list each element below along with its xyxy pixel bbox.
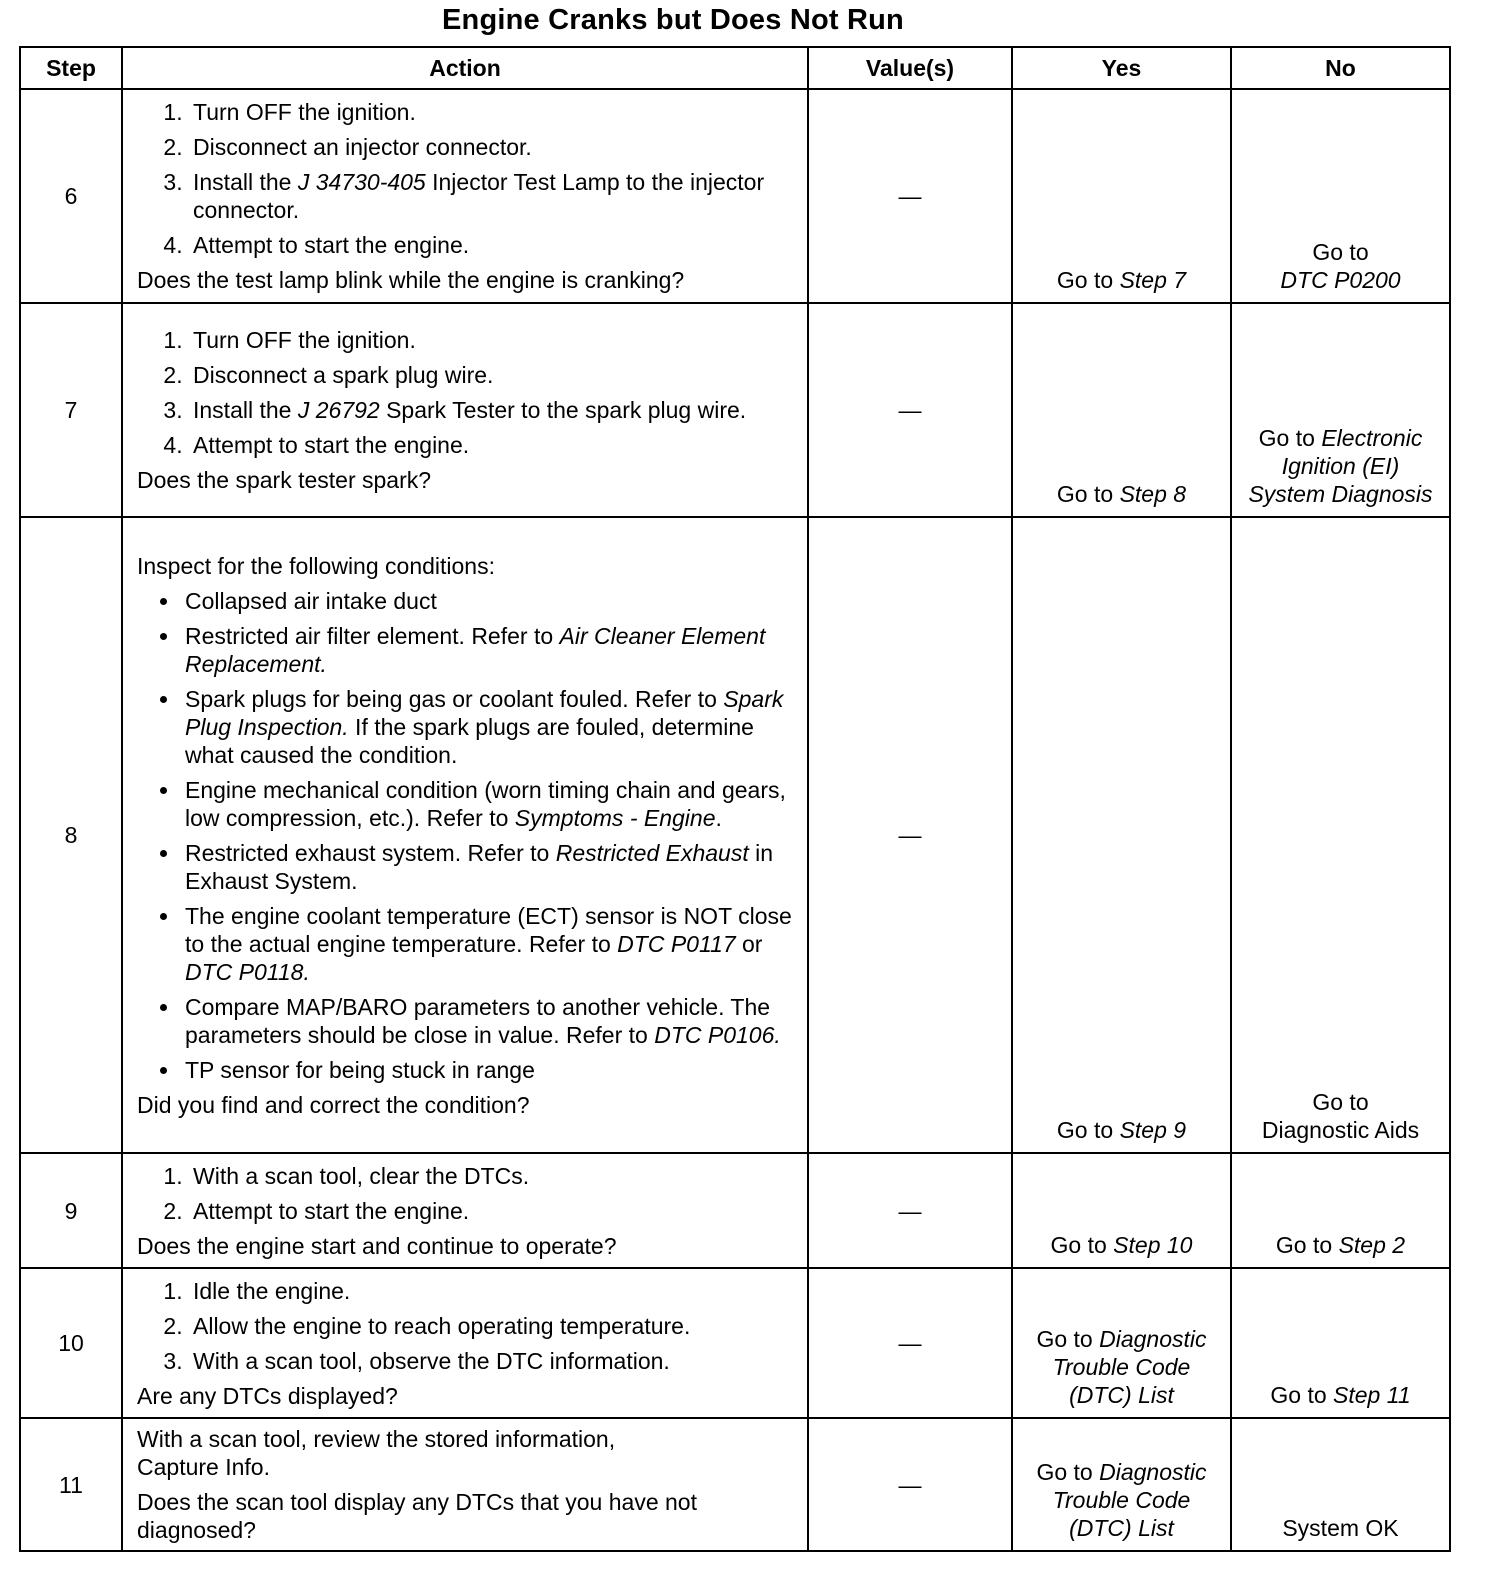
yes-cell — [1012, 1268, 1231, 1418]
action-steps — [137, 1277, 799, 1375]
no-link[interactable]: Electronic Ignition (EI) System Diagnosis — [1248, 425, 1433, 507]
yes-link[interactable]: Diagnostic Trouble Code (DTC) List — [1052, 1459, 1207, 1541]
action-step — [189, 1197, 799, 1225]
yes-link[interactable]: Step 10 — [1113, 1232, 1193, 1258]
value-cell: — — [808, 303, 1012, 517]
header-action: Action — [122, 47, 808, 89]
action-step — [189, 1347, 799, 1375]
reference-link[interactable]: Spark Plug Inspection. — [185, 685, 784, 740]
table-row — [20, 1418, 1450, 1551]
reference-link[interactable]: Restricted Exhaust — [555, 839, 749, 866]
action-cell — [122, 303, 808, 517]
no-text: Go to — [1275, 1232, 1339, 1258]
question-text: Does the spark tester spark? — [137, 467, 432, 493]
value-cell: — — [808, 517, 1012, 1153]
step-number: 8 — [20, 517, 122, 1153]
action-step — [189, 98, 799, 126]
tool-reference: J 34730-405 — [297, 169, 426, 195]
action-step-text: Install the — [193, 397, 298, 423]
yes-text: Go to — [1056, 481, 1120, 507]
condition-item — [181, 1056, 799, 1084]
action-step — [189, 168, 799, 224]
no-link[interactable]: DTC P0200 — [1280, 267, 1401, 293]
question-text: Did you find and correct the condition? — [137, 1091, 530, 1118]
action-text: With a scan tool, review the stored information, Capture Info. — [137, 1426, 616, 1480]
condition-text: in Exhaust System. — [185, 839, 774, 894]
condition-text: Restricted exhaust system. Refer to — [185, 839, 556, 866]
action-step-text: Install the — [193, 169, 298, 195]
condition-text: Spark plugs for being gas or coolant fouled. Refer to — [185, 685, 724, 712]
value-cell: — — [808, 1268, 1012, 1418]
action-cell — [122, 1418, 808, 1551]
condition-item — [181, 622, 799, 678]
yes-text: Go to — [1036, 1459, 1100, 1485]
condition-item — [181, 993, 799, 1049]
table-header-row — [20, 47, 1450, 89]
condition-item — [181, 839, 799, 895]
value-cell: — — [808, 1153, 1012, 1268]
condition-text: Collapsed air intake duct — [185, 587, 437, 614]
action-step-text: Turn OFF the ignition. — [193, 99, 416, 125]
action-step — [189, 326, 799, 354]
action-step — [189, 1162, 799, 1190]
question-text: Does the test lamp blink while the engine is cranking? — [137, 267, 685, 293]
action-step — [189, 231, 799, 259]
yes-link[interactable]: Step 7 — [1119, 267, 1187, 293]
condition-text: The engine coolant temperature (ECT) sensor is NOT close to the actual engine temperature. Refer to — [185, 902, 792, 957]
reference-link[interactable]: DTC P0118. — [185, 958, 310, 985]
condition-list — [137, 587, 799, 1084]
condition-item — [181, 902, 799, 986]
action-step-text: Idle the engine. — [193, 1277, 351, 1304]
action-step-text: Injector Test Lamp to the injector connector. — [193, 169, 765, 223]
condition-item — [181, 776, 799, 832]
question-text: Does the scan tool display any DTCs that you have not diagnosed? — [137, 1489, 697, 1543]
no-link[interactable]: Step 2 — [1338, 1232, 1406, 1258]
yes-cell — [1012, 303, 1231, 517]
table-row — [20, 303, 1450, 517]
yes-link[interactable]: Diagnostic Trouble Code (DTC) List — [1052, 1326, 1207, 1408]
action-step — [189, 1312, 799, 1340]
yes-link[interactable]: Step 8 — [1119, 481, 1187, 507]
yes-cell — [1012, 1153, 1231, 1268]
diagnostic-table — [19, 46, 1451, 1552]
action-step-text: Allow the engine to reach operating temperature. — [193, 1312, 691, 1339]
action-step-text: Attempt to start the engine. — [193, 432, 470, 458]
header-yes: Yes — [1012, 47, 1231, 89]
step-number: 9 — [20, 1153, 122, 1268]
action-step — [189, 1277, 799, 1305]
header-values: Value(s) — [808, 47, 1012, 89]
table-row — [20, 1268, 1450, 1418]
no-cell — [1231, 303, 1450, 517]
value-cell: — — [808, 89, 1012, 303]
header-no: No — [1231, 47, 1450, 89]
action-step-text: Turn OFF the ignition. — [193, 327, 416, 353]
yes-text: Go to — [1036, 1326, 1100, 1352]
action-cell — [122, 1153, 808, 1268]
action-step-text: With a scan tool, observe the DTC information. — [193, 1347, 670, 1374]
reference-link[interactable]: Air Cleaner Element Replacement. — [185, 622, 766, 677]
step-number: 11 — [20, 1418, 122, 1551]
reference-link[interactable]: DTC P0117 — [617, 930, 736, 957]
action-step-text: Attempt to start the engine. — [193, 1197, 470, 1224]
yes-text: Go to — [1050, 1232, 1114, 1258]
no-text: Go to — [1312, 239, 1369, 265]
condition-item — [181, 685, 799, 769]
yes-text: Go to — [1056, 1117, 1120, 1143]
step-number: 6 — [20, 89, 122, 303]
action-step-text: With a scan tool, clear the DTCs. — [193, 1162, 530, 1189]
yes-text: Go to — [1056, 267, 1120, 293]
question-text: Are any DTCs displayed? — [137, 1382, 398, 1409]
no-text: Go to — [1270, 1382, 1334, 1408]
action-step-text: Disconnect an injector connector. — [193, 134, 532, 160]
yes-cell — [1012, 517, 1231, 1153]
table-row — [20, 89, 1450, 303]
yes-link[interactable]: Step 9 — [1119, 1117, 1187, 1143]
condition-item — [181, 587, 799, 615]
no-text: System OK — [1282, 1515, 1399, 1541]
action-step-text: Disconnect a spark plug wire. — [193, 362, 494, 388]
value-cell: — — [808, 1418, 1012, 1551]
condition-text: If the spark plugs are fouled, determine what caused the condition. — [185, 713, 754, 768]
step-number: 7 — [20, 303, 122, 517]
header-step: Step — [20, 47, 122, 89]
no-cell — [1231, 517, 1450, 1153]
condition-text: Engine mechanical condition (worn timing chain and gears, low compression, etc.). Refer to — [185, 776, 786, 831]
no-cell — [1231, 1418, 1450, 1551]
yes-cell — [1012, 1418, 1231, 1551]
step-number: 10 — [20, 1268, 122, 1418]
table-row — [20, 517, 1450, 1153]
yes-cell — [1012, 89, 1231, 303]
action-cell — [122, 1268, 808, 1418]
tool-reference: J 26792 — [297, 397, 380, 423]
action-steps — [137, 326, 799, 459]
action-step-text: Spark Tester to the spark plug wire. — [379, 397, 747, 423]
action-cell — [122, 89, 808, 303]
reference-link[interactable]: DTC P0106. — [654, 1021, 781, 1048]
condition-text: TP sensor for being stuck in range — [185, 1056, 535, 1083]
reference-link[interactable]: Symptoms - Engine — [514, 804, 716, 831]
question-text: Does the engine start and continue to operate? — [137, 1232, 617, 1259]
action-step — [189, 396, 799, 424]
action-step — [189, 133, 799, 161]
condition-text: Compare MAP/BARO parameters to another vehicle. The parameters should be close in value. Refer to — [185, 993, 771, 1048]
no-cell — [1231, 89, 1450, 303]
intro-text: Inspect for the following conditions: — [137, 552, 495, 579]
action-step — [189, 431, 799, 459]
action-steps — [137, 98, 799, 259]
no-cell — [1231, 1268, 1450, 1418]
page-title: Engine Cranks but Does Not Run — [442, 4, 904, 36]
action-step-text: Attempt to start the engine. — [193, 232, 470, 258]
no-link[interactable]: Step 11 — [1333, 1382, 1411, 1408]
condition-text: or — [735, 930, 763, 957]
condition-text: Restricted air filter element. Refer to — [185, 622, 560, 649]
table-row — [20, 1153, 1450, 1268]
no-cell — [1231, 1153, 1450, 1268]
action-cell — [122, 517, 808, 1153]
no-text: Go to — [1312, 1089, 1369, 1115]
no-text: Go to — [1258, 425, 1322, 451]
action-step — [189, 361, 799, 389]
no-link[interactable]: Diagnostic Aids — [1261, 1117, 1420, 1143]
condition-text: . — [715, 804, 722, 831]
action-steps — [137, 1162, 799, 1225]
